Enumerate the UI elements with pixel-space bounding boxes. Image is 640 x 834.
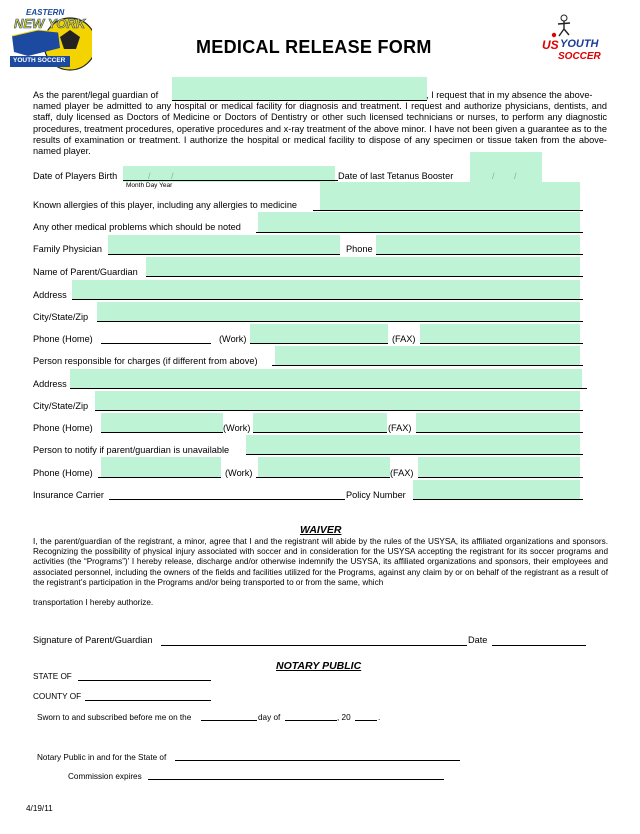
policy-label: Policy Number xyxy=(346,490,406,500)
phone-home-label: Phone (Home) xyxy=(33,334,93,344)
year-prefix-label: , 20 xyxy=(337,713,351,722)
page-title: MEDICAL RELEASE FORM xyxy=(196,37,432,57)
allergies-line xyxy=(313,210,583,211)
notify-fax-line xyxy=(418,477,583,478)
responsible-line xyxy=(272,365,583,366)
guardian-name-line xyxy=(146,276,583,277)
tetanus-slash-1: / xyxy=(492,171,495,181)
physician-phone-label: Phone xyxy=(346,244,373,254)
responsible-address-label: Address xyxy=(33,379,67,389)
allergies-input[interactable] xyxy=(320,182,580,210)
waiver-title: WAIVER xyxy=(300,524,342,536)
policy-line xyxy=(413,499,583,500)
notary-public-state-label: Notary Public in and for the State of xyxy=(37,753,167,762)
responsible-phone-work-label: (Work) xyxy=(223,423,251,433)
tetanus-label: Date of last Tetanus Booster xyxy=(338,171,454,181)
guardian-name-label: Name of Parent/Guardian xyxy=(33,267,138,277)
sworn-day-line[interactable] xyxy=(201,720,257,721)
phone-fax-label: (FAX) xyxy=(392,334,416,344)
dob-line xyxy=(123,180,338,181)
guardian-name-input[interactable] xyxy=(146,257,580,277)
commission-label: Commission expires xyxy=(68,772,142,781)
notify-phone-work-line xyxy=(256,477,390,478)
city-line xyxy=(97,321,583,322)
allergies-label: Known allergies of this player, including any allergies to medicine xyxy=(33,200,298,210)
responsible-address-input[interactable] xyxy=(70,369,582,389)
responsible-label: Person responsible for charges (if different from above) xyxy=(33,356,258,366)
us-youth-soccer-logo xyxy=(540,14,600,70)
phone-work-label: (Work) xyxy=(219,334,247,344)
notary-state-line[interactable] xyxy=(78,680,211,681)
responsible-address-line xyxy=(70,388,587,389)
responsible-phone-home-line xyxy=(101,432,223,433)
sworn-month-line[interactable] xyxy=(285,720,337,721)
medical-problems-line xyxy=(256,232,583,233)
medical-problems-label: Any other medical problems which should be noted xyxy=(33,222,241,232)
notify-line xyxy=(246,454,583,455)
logo-text-us: US xyxy=(542,38,559,52)
policy-input[interactable] xyxy=(413,480,580,500)
logo-text-soccer: SOCCER xyxy=(558,51,601,62)
phone-fax-input[interactable] xyxy=(420,324,580,344)
responsible-phone-home-input[interactable] xyxy=(101,413,223,433)
physician-line xyxy=(108,254,340,255)
notify-phone-work-input[interactable] xyxy=(258,457,390,477)
responsible-city-line xyxy=(95,410,583,411)
phone-fax-line xyxy=(420,343,583,344)
address-label: Address xyxy=(33,290,67,300)
notary-public-state-line[interactable] xyxy=(175,760,460,761)
signature-date-label: Date xyxy=(468,635,488,645)
responsible-fax-input[interactable] xyxy=(416,413,580,433)
address-input[interactable] xyxy=(72,280,580,300)
day-of-label: day of xyxy=(258,713,281,722)
notary-state-label: STATE OF xyxy=(33,672,72,681)
physician-phone-line xyxy=(376,254,583,255)
notify-phone-home-input[interactable] xyxy=(101,457,221,477)
signature-line[interactable] xyxy=(161,645,467,646)
notify-input[interactable] xyxy=(246,435,580,455)
dob-label: Date of Players Birth xyxy=(33,171,118,181)
logo-text-eastern: EASTERN xyxy=(26,8,65,17)
intro-lead: As the parent/legal guardian of xyxy=(33,90,159,100)
sworn-period: . xyxy=(378,713,381,722)
responsible-input[interactable] xyxy=(275,346,580,366)
phone-home-line xyxy=(101,343,211,344)
notify-fax-label: (FAX) xyxy=(390,468,414,478)
notary-title: NOTARY PUBLIC xyxy=(276,660,362,672)
responsible-city-label: City/State/Zip xyxy=(33,401,89,411)
logo-text-new-york: NEW YORK xyxy=(14,16,86,31)
player-figure-icon xyxy=(540,14,600,38)
phone-work-line xyxy=(250,343,388,344)
city-label: City/State/Zip xyxy=(33,312,89,322)
notary-county-line[interactable] xyxy=(85,700,211,701)
eastern-new-york-logo xyxy=(8,6,92,72)
medical-problems-input[interactable] xyxy=(258,212,580,232)
physician-label: Family Physician xyxy=(33,244,102,254)
dob-sublabel: Month Day Year xyxy=(126,182,173,189)
intro-body: named player be admitted to any hospital or medical facility for diagnosis and treatment. I request and authorize physicians, dentists, and staff, duly licensed as Doctors of Medicine or Doctors of Dentistry or other such licensed technicians or nurses, to perform any diagnostic procedures, treatment procedures, operative procedures and x-ray treatment of the above minor. I have not been given a guarantee as to the results of examination or treatment. I authorize the hospital or medical facility to dispose of any specimen or tissue taken from the above-named player. xyxy=(33,101,607,157)
responsible-city-input[interactable] xyxy=(95,391,580,411)
notify-phone-work-label: (Work) xyxy=(225,468,253,478)
responsible-phone-work-line xyxy=(253,432,387,433)
intro-after-blank: , I request that in my absence the above- xyxy=(426,90,593,100)
dob-slash-2: / xyxy=(171,171,174,181)
tetanus-input[interactable] xyxy=(470,152,542,182)
waiver-last-line: transportation I hereby authorize. xyxy=(33,598,154,607)
physician-phone-input[interactable] xyxy=(376,235,580,255)
logo-text-youth: YOUTH xyxy=(560,38,599,50)
dob-slash-1: / xyxy=(148,171,151,181)
responsible-phone-work-input[interactable] xyxy=(253,413,387,433)
insurance-label: Insurance Carrier xyxy=(33,490,104,500)
responsible-phone-home-label: Phone (Home) xyxy=(33,423,93,433)
notify-phone-home-line xyxy=(98,477,221,478)
commission-line[interactable] xyxy=(148,779,444,780)
tetanus-slash-2: / xyxy=(514,171,517,181)
sworn-year-line[interactable] xyxy=(355,720,377,721)
insurance-line xyxy=(109,499,345,500)
phone-work-input[interactable] xyxy=(250,324,388,344)
responsible-fax-label: (FAX) xyxy=(388,423,412,433)
notary-county-label: COUNTY OF xyxy=(33,692,82,701)
notify-label: Person to notify if parent/guardian is unavailable xyxy=(33,445,230,455)
logo-text-youth-soccer: YOUTH SOCCER xyxy=(13,57,66,64)
sworn-label: Sworn to and subscribed before me on the xyxy=(37,713,192,722)
signature-date-line[interactable] xyxy=(492,645,586,646)
responsible-fax-line xyxy=(416,432,583,433)
waiver-body: I, the parent/guardian of the registrant, a minor, agree that I and the registrant will abide by the rules of the USYSA, its affiliated organizations and sponsors. Recognizing the possibility of physical injury associated with soccer and in consideration for the USYSA accepting the registrant for its soccer programs and activities (the “Programs”)’ I hereby release, discharge and/or otherwise indemnify the USYSA, its affiliated organizations and sponsors, their employees and associated personnel, including the owners of the fields and facilities utilized for the Programs, against any claim by or on behalf of the registrant as a result of the registrant’s participation in the Programs and/or being transported to or from the same, which xyxy=(33,537,608,587)
physician-input[interactable] xyxy=(108,235,340,255)
notify-fax-input[interactable] xyxy=(418,457,580,477)
footer-date: 4/19/11 xyxy=(26,804,53,813)
notify-phone-home-label: Phone (Home) xyxy=(33,468,93,478)
city-input[interactable] xyxy=(97,302,580,322)
player-name-input[interactable] xyxy=(172,77,427,101)
signature-label: Signature of Parent/Guardian xyxy=(33,635,153,645)
address-line xyxy=(72,299,583,300)
